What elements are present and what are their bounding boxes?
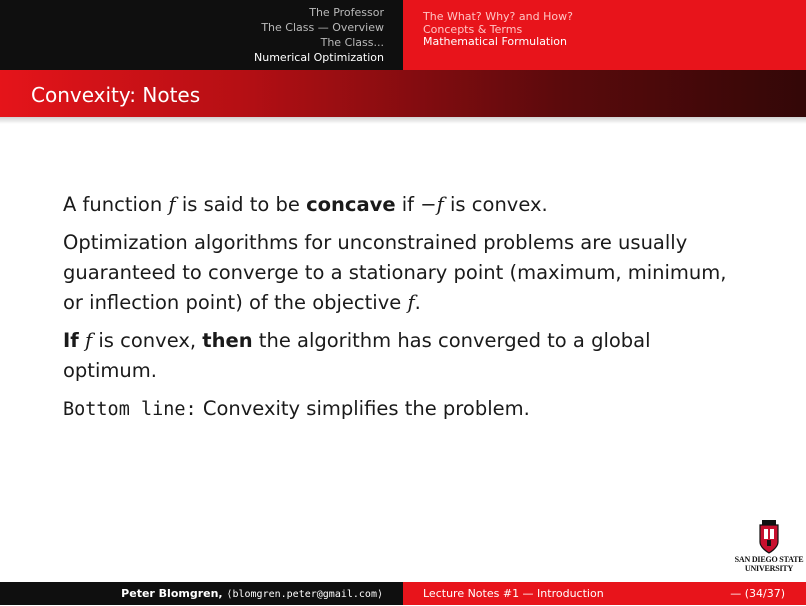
- text: is convex,: [92, 329, 203, 352]
- text: if: [395, 193, 421, 216]
- text: Optimization algorithms for unconstrained problems are usually guaranteed to converge to a stationary point (maximum, minimum, or inflection point) of the objective: [63, 231, 727, 314]
- footer-author: [0, 582, 403, 605]
- math-f: f: [407, 291, 415, 314]
- author-name: Peter Blomgren,: [121, 587, 227, 600]
- paragraph-bottom-line: [63, 394, 743, 425]
- page-number: — (34/37): [730, 587, 785, 600]
- math-f: f: [168, 193, 176, 216]
- logo-text-line1: SAN DIEGO STATE: [734, 555, 804, 564]
- text: Convexity simplifies the problem.: [196, 397, 530, 420]
- slide-title: Convexity: Notes: [31, 83, 201, 107]
- author-email: ⟨blomgren.peter@gmail.com⟩: [226, 589, 383, 600]
- bottom-line-label: Bottom line:: [63, 399, 197, 420]
- nav-item-numerical-optimization[interactable]: Numerical Optimization: [254, 51, 384, 64]
- nav-item-class-overview[interactable]: The Class — Overview: [261, 21, 384, 34]
- keyword-then: then: [202, 329, 253, 352]
- university-logo: [734, 520, 804, 580]
- section-nav: [0, 0, 403, 70]
- footer-lecture-info: [403, 582, 806, 605]
- math-minus-f: −f: [420, 193, 444, 216]
- text: is said to be: [175, 193, 307, 216]
- shield-logo-icon: [758, 520, 780, 554]
- nav-item-mathematical-formulation[interactable]: Mathematical Formulation: [423, 35, 567, 48]
- text: the algorithm has converged to a global optimum.: [63, 329, 651, 382]
- nav-item-what-why-how[interactable]: The What? Why? and How?: [423, 10, 573, 23]
- keyword-if: If: [63, 329, 79, 352]
- paragraph-convergence: [63, 228, 743, 318]
- paragraph-global-optimum: [63, 326, 743, 386]
- logo-text-line2: UNIVERSITY: [744, 564, 794, 573]
- lecture-title: Lecture Notes #1 — Introduction: [423, 587, 604, 600]
- nav-item-the-class[interactable]: The Class...: [320, 36, 384, 49]
- slide-content: [63, 190, 743, 433]
- subsection-nav: [403, 0, 806, 70]
- slide-footer: [0, 582, 806, 605]
- text: .: [414, 291, 421, 314]
- nav-item-professor[interactable]: The Professor: [309, 6, 384, 19]
- navigation-header: [0, 0, 806, 70]
- nav-item-concepts-terms[interactable]: Concepts & Terms: [423, 22, 523, 36]
- term-concave: concave: [306, 193, 396, 216]
- title-bar-shadow: [0, 117, 806, 124]
- text: A function: [63, 193, 169, 216]
- slide-title-bar: [0, 70, 806, 117]
- math-f: f: [84, 329, 93, 352]
- paragraph-concave-definition: [63, 190, 743, 220]
- text: is convex.: [443, 193, 548, 216]
